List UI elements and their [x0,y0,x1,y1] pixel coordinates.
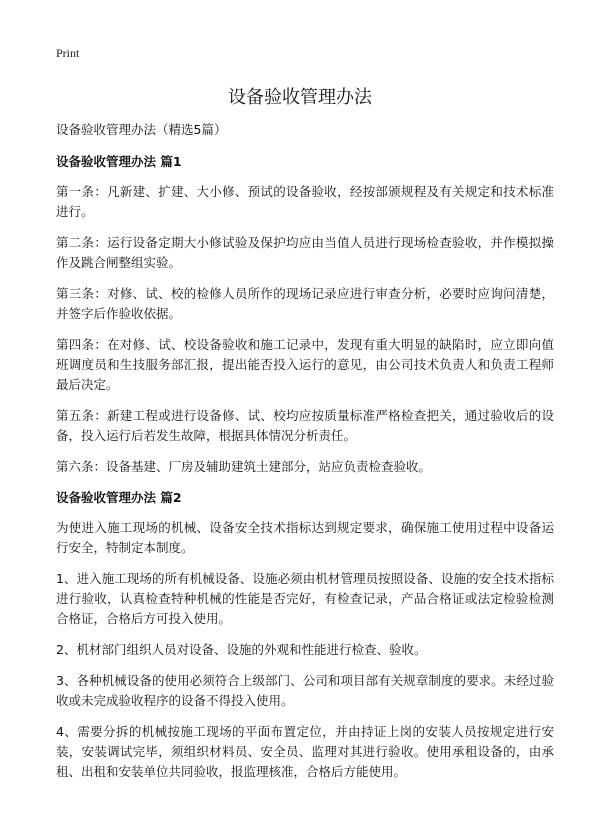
paragraph: 第五条：新建工程或进行设备修、试、校均应按质量标准严格检查把关，通过验收后的设备，投入运行后若发生故障，根据具体情况分析责任。 [56,408,554,443]
document-subtitle: 设备验收管理办法（精选5篇） [56,122,227,137]
paragraph: 第二条：运行设备定期大小修试验及保护均应由当值人员进行现场检查验收，并作模拟操作及跳合闸整组实验。 [56,235,554,270]
paragraph: 第三条：对修、试、校的检修人员所作的现场记录应进行审查分析，必要时应询问清楚，并签字后作验收依据。 [56,286,554,321]
paragraph: 第六条：设备基建、厂房及辅助建筑土建部分，站应负责检查验收。 [56,459,432,474]
print-link[interactable]: Print [56,46,80,60]
paragraph: 为使进入施工现场的机械、设备安全技术指标达到规定要求，确保施工使用过程中设备运行安全，特制定本制度。 [56,520,554,555]
paragraph: 1、进入施工现场的所有机械设备、设施必须由机材管理员按照设备、设施的安全技术指标进行验收，认真检查特种机械的性能是否完好，有检查记录，产品合格证或法定检验检测合格证，合格后方可投入使用。 [56,571,554,626]
paragraph: 第一条：凡新建、扩建、大小修、预试的设备验收，经按部颁规程及有关规定和技术标准进行。 [56,184,554,219]
document-body [56,120,554,793]
paragraph: 3、各种机械设备的使用必须符合上级部门、公司和项目部有关规章制度的要求。未经过验收或未完成验收程序的设备不得投入使用。 [56,673,554,708]
page-title: 设备验收管理办法 [228,87,372,108]
paragraph: 第四条：在对修、试、校设备验收和施工记录中，发现有重大明显的缺陷时，应立即向值班调度员和生技服务部汇报，提出能否投入运行的意见，由公司技术负责人和负责工程师最后决定。 [56,337,554,392]
section-heading: 设备验收管理办法 篇2 [56,490,182,505]
paragraph: 4、需要分拆的机械按施工现场的平面布置定位，并由持证上岗的安装人员按规定进行安装，安装调试完毕，须组织材料员、安全员、监理对其进行验收。使用承租设备的，由承租、出租和安装单位共同验收，报监理核准，合格后方能使用。 [56,724,554,779]
paragraph: 2、机材部门组织人员对设备、设施的外观和性能进行检查、验收。 [56,642,427,657]
section-2 [56,488,554,782]
section-1 [56,152,554,477]
section-heading: 设备验收管理办法 篇1 [56,154,182,169]
